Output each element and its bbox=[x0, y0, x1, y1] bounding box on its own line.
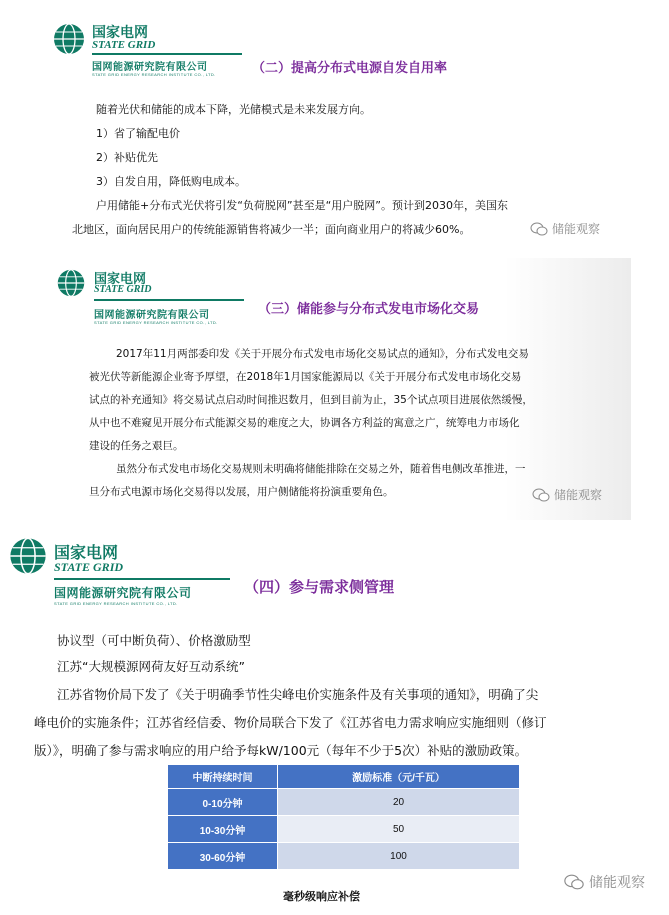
logo-divider bbox=[92, 53, 242, 55]
table-cell: 0-10分钟 bbox=[168, 789, 278, 816]
state-grid-logo bbox=[52, 20, 252, 82]
globe-icon bbox=[52, 22, 86, 56]
watermark bbox=[563, 872, 645, 892]
table-row bbox=[168, 816, 520, 843]
body-line: 北地区，面向居民用户的传统能源销售将减少一半；面向商业用户的将减少60%。 bbox=[72, 223, 471, 236]
logo-institute-en: STATE GRID ENERGY RESEARCH INSTITUTE CO., LTD. bbox=[94, 320, 218, 325]
slide-demand-self-consumption bbox=[0, 0, 640, 250]
body-line: 虽然分布式发电市场化交易规则未明确将储能排除在交易之外，随着售电侧改革推进，一 bbox=[116, 463, 526, 475]
logo-institute-cn: 国网能源研究院有限公司 bbox=[94, 310, 210, 321]
logo-institute-en: STATE GRID ENERGY RESEARCH INSTITUTE CO., LTD. bbox=[54, 601, 178, 606]
section-heading: （二）提高分布式电源自发自用率 bbox=[252, 61, 448, 76]
watermark bbox=[530, 220, 600, 237]
logo-institute-cn: 国网能源研究院有限公司 bbox=[92, 62, 208, 73]
table-cell: 30-60分钟 bbox=[168, 843, 278, 870]
watermark bbox=[532, 486, 602, 503]
slide-demand-side-management bbox=[0, 526, 669, 915]
body-line: 江苏“大规模源网荷友好互动系统” bbox=[57, 659, 245, 674]
watermark-text: 储能观察 bbox=[554, 488, 603, 502]
logo-en-name: STATE GRID bbox=[54, 560, 124, 574]
section-heading: （四）参与需求侧管理 bbox=[244, 578, 395, 596]
table-row bbox=[168, 843, 520, 870]
body-line: 2017年11月两部委印发《关于开展分布式发电市场化交易试点的通知》，分布式发电交易 bbox=[116, 348, 529, 360]
body-line: 户用储能+分布式光伏将引发“负荷脱网”甚至是“用户脱网”。预计到2030年，美国东 bbox=[96, 199, 509, 212]
wechat-icon bbox=[563, 874, 585, 890]
body-line: 2）补贴优先 bbox=[96, 151, 158, 164]
table-cell: 50 bbox=[278, 816, 520, 843]
table-cell: 10-30分钟 bbox=[168, 816, 278, 843]
body-line: 被光伏等新能源企业寄予厚望，在2018年1月国家能源局以《关于开展分布式发电市场化交易 bbox=[89, 371, 522, 383]
body-line: 从中也不难窥见开展分布式能源交易的难度之大，协调各方利益的寓意之广，统筹电力市场化 bbox=[89, 417, 520, 429]
wechat-icon bbox=[532, 488, 550, 502]
logo-cn-name: 国家电网 bbox=[94, 272, 147, 287]
body-line: 试点的补充通知》将交易试点启动时间推迟数月，但到目前为止，35个试点项目进展依然缓慢， bbox=[89, 394, 533, 406]
table-cell: 100 bbox=[278, 843, 520, 870]
logo-en-name: STATE GRID bbox=[94, 284, 152, 295]
globe-icon bbox=[56, 268, 86, 298]
body-line: 协议型（可中断负荷）、价格激励型 bbox=[57, 633, 251, 648]
body-line: 版）》，明确了参与需求响应的用户给予每kW/100元（每年不少于5次）补贴的激励政策。 bbox=[34, 743, 528, 758]
logo-institute-cn: 国网能源研究院有限公司 bbox=[54, 586, 192, 600]
logo-institute-en: STATE GRID ENERGY RESEARCH INSTITUTE CO., LTD. bbox=[92, 72, 216, 77]
table-header-cell: 激励标准（元/千瓦） bbox=[278, 765, 520, 789]
slide-market-trading bbox=[0, 258, 631, 520]
logo-cn-name: 国家电网 bbox=[92, 25, 148, 41]
logo-en-name: STATE GRID bbox=[92, 39, 156, 51]
logo-cn-name: 国家电网 bbox=[54, 543, 119, 562]
watermark-text: 储能观察 bbox=[552, 222, 601, 236]
logo-divider bbox=[54, 578, 230, 580]
table-row bbox=[168, 789, 520, 816]
body-line: 随着光伏和储能的成本下降，光储模式是未来发展方向。 bbox=[96, 103, 371, 116]
watermark-text: 储能观察 bbox=[589, 875, 645, 891]
wechat-icon bbox=[530, 222, 548, 236]
globe-icon bbox=[8, 536, 48, 576]
body-line: 旦分布式电源市场化交易得以发展，用户侧储能将扮演重要角色。 bbox=[89, 486, 394, 498]
table-header-row bbox=[168, 765, 520, 789]
table-cell: 20 bbox=[278, 789, 520, 816]
body-line: 江苏省物价局下发了《关于明确季节性尖峰电价实施条件及有关事项的通知》，明确了尖 bbox=[57, 687, 539, 702]
body-line: 建设的任务之艰巨。 bbox=[89, 440, 184, 452]
body-line: 峰电价的实施条件；江苏省经信委、物价局联合下发了《江苏省电力需求响应实施细则（修订 bbox=[34, 715, 547, 730]
logo-divider bbox=[94, 299, 244, 301]
table-header-cell: 中断持续时间 bbox=[168, 765, 278, 789]
table-caption: 毫秒级响应补偿 bbox=[283, 890, 360, 903]
section-heading: （三）储能参与分布式发电市场化交易 bbox=[258, 302, 480, 317]
state-grid-logo bbox=[8, 534, 238, 614]
state-grid-logo bbox=[56, 266, 256, 328]
body-line: 3）自发自用，降低购电成本。 bbox=[96, 175, 246, 188]
body-line: 1）省了输配电价 bbox=[96, 127, 180, 140]
incentive-table bbox=[167, 764, 520, 870]
